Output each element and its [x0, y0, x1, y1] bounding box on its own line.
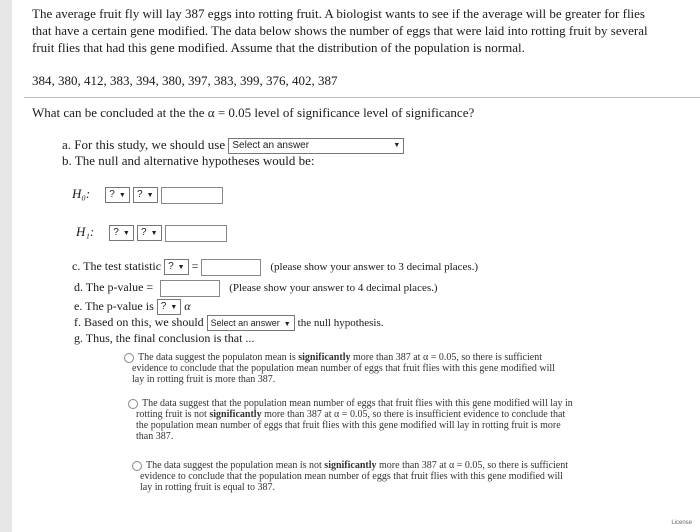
part-a-label: a. For this study, we should use	[62, 137, 226, 152]
h1-label: H₁:	[76, 224, 95, 239]
option-3-emphasis: significantly	[324, 460, 377, 471]
option-2-emphasis: significantly	[209, 409, 262, 420]
h1-param-value: ?	[113, 227, 119, 239]
part-f	[74, 314, 384, 331]
option-2-line-4: than 387.	[136, 431, 174, 442]
intro-line-2: that have a certain gene modified. The data below shows the number of eggs that were laid into rotting fruit by several	[32, 23, 648, 38]
test-type-select-value: Select an answer	[232, 140, 310, 152]
h1-param-select[interactable]	[109, 225, 134, 241]
radio-button[interactable]	[128, 399, 138, 409]
equals-sign: =	[191, 259, 199, 273]
part-d-label: d. The p-value =	[74, 280, 154, 294]
data-values: 384, 380, 412, 383, 394, 380, 397, 383, 399, 376, 402, 387	[32, 73, 338, 88]
part-c-note: (please show your answer to 3 decimal places.)	[270, 261, 479, 273]
part-c	[72, 258, 478, 276]
h1-operator-select[interactable]	[137, 225, 162, 241]
chevron-down-icon: ▼	[170, 304, 178, 312]
divider	[24, 97, 700, 98]
h0-operator-value: ?	[137, 189, 143, 201]
h0-param-select[interactable]	[105, 187, 130, 203]
intro-line-1: The average fruit fly will lay 387 eggs into rotting fruit. A biologist wants to see if the average will be greater for flies	[32, 6, 645, 21]
chevron-down-icon: ▼	[177, 264, 185, 272]
chevron-down-icon: ▼	[146, 192, 154, 200]
h0-param-value: ?	[109, 189, 115, 201]
test-statistic-input[interactable]	[201, 259, 261, 276]
license-link[interactable]: License	[671, 520, 692, 526]
option-2-line-1: The data suggest that the population mean number of eggs that fruit flies with this gene modified will lay in	[142, 398, 573, 409]
option-1-line-1c: more than 387 at α = 0.05, so there is sufficient	[350, 352, 542, 363]
chevron-down-icon: ▼	[283, 321, 291, 329]
conclusion-option-2[interactable]	[128, 398, 688, 442]
part-g-label: g. Thus, the final conclusion is that ...	[74, 331, 255, 345]
chevron-down-icon: ▼	[150, 230, 158, 238]
test-type-select[interactable]	[228, 138, 404, 154]
h0-value-input[interactable]	[161, 187, 223, 204]
conclusion-option-3[interactable]	[132, 460, 692, 493]
part-b-label: b. The null and alternative hypotheses would be:	[62, 153, 315, 168]
part-e	[74, 298, 191, 315]
chevron-down-icon: ▼	[118, 192, 126, 200]
part-d	[74, 279, 438, 297]
part-f-label: f. Based on this, we should	[74, 315, 204, 329]
option-2-line-3: the population mean number of eggs that fruit flies with this gene modified will lay in rotting fruit is more	[136, 420, 561, 431]
option-3-line-1a: The data suggest the population mean is not	[146, 460, 325, 471]
decision-select-value: Select an answer	[210, 318, 280, 329]
test-statistic-value: ?	[168, 261, 174, 273]
h1-value-input[interactable]	[165, 225, 227, 242]
radio-button[interactable]	[124, 353, 134, 363]
test-statistic-select[interactable]	[164, 259, 189, 275]
h0-row	[72, 186, 223, 204]
option-2-line-2c: more than 387 at α = 0.05, so there is insufficient evidence to conclude that	[261, 409, 566, 420]
option-2-line-2a: rotting fruit is not	[136, 409, 210, 420]
chevron-down-icon: ▼	[122, 230, 130, 238]
decision-select[interactable]	[207, 315, 295, 331]
option-1-line-3: lay in rotting fruit is more than 387.	[132, 374, 276, 385]
alpha-symbol: α	[184, 299, 191, 313]
option-3-line-1c: more than 387 at α = 0.05, so there is sufficient	[376, 460, 569, 471]
part-f-after: the null hypothesis.	[297, 317, 384, 329]
part-c-label: c. The test statistic	[72, 259, 162, 273]
option-3-line-2: evidence to conclude that the population mean number of eggs that fruit flies with this gene modified will	[140, 471, 563, 482]
option-1-line-2: evidence to conclude that the population mean number of eggs that fruit flies with this gene modified will	[132, 363, 555, 374]
option-1-line-1a: The data suggest the populaton mean is	[138, 352, 299, 363]
part-a	[62, 137, 404, 154]
intro-line-3: fruit flies that had this gene modified. Assume that the distribution of the population is normal.	[32, 40, 525, 55]
conclusion-option-1[interactable]	[124, 352, 684, 385]
part-d-note: (Please show your answer to 4 decimal places.)	[229, 282, 438, 294]
chevron-down-icon: ▼	[393, 142, 401, 150]
h0-label: H₀:	[72, 186, 91, 201]
p-value-compare-value: ?	[160, 301, 167, 313]
option-1-emphasis: significantly	[298, 352, 351, 363]
option-3-line-3: lay in rotting fruit is equal to 387.	[140, 482, 275, 493]
p-value-compare-select[interactable]	[157, 299, 182, 315]
h0-operator-select[interactable]	[133, 187, 158, 203]
h1-row	[76, 224, 227, 242]
question-text: What can be concluded at the the α = 0.05 level of significance level of significance?	[32, 105, 475, 120]
radio-button[interactable]	[132, 461, 142, 471]
part-e-label: e. The p-value is	[74, 299, 154, 313]
p-value-input[interactable]	[160, 280, 220, 297]
h1-operator-value: ?	[141, 227, 147, 239]
